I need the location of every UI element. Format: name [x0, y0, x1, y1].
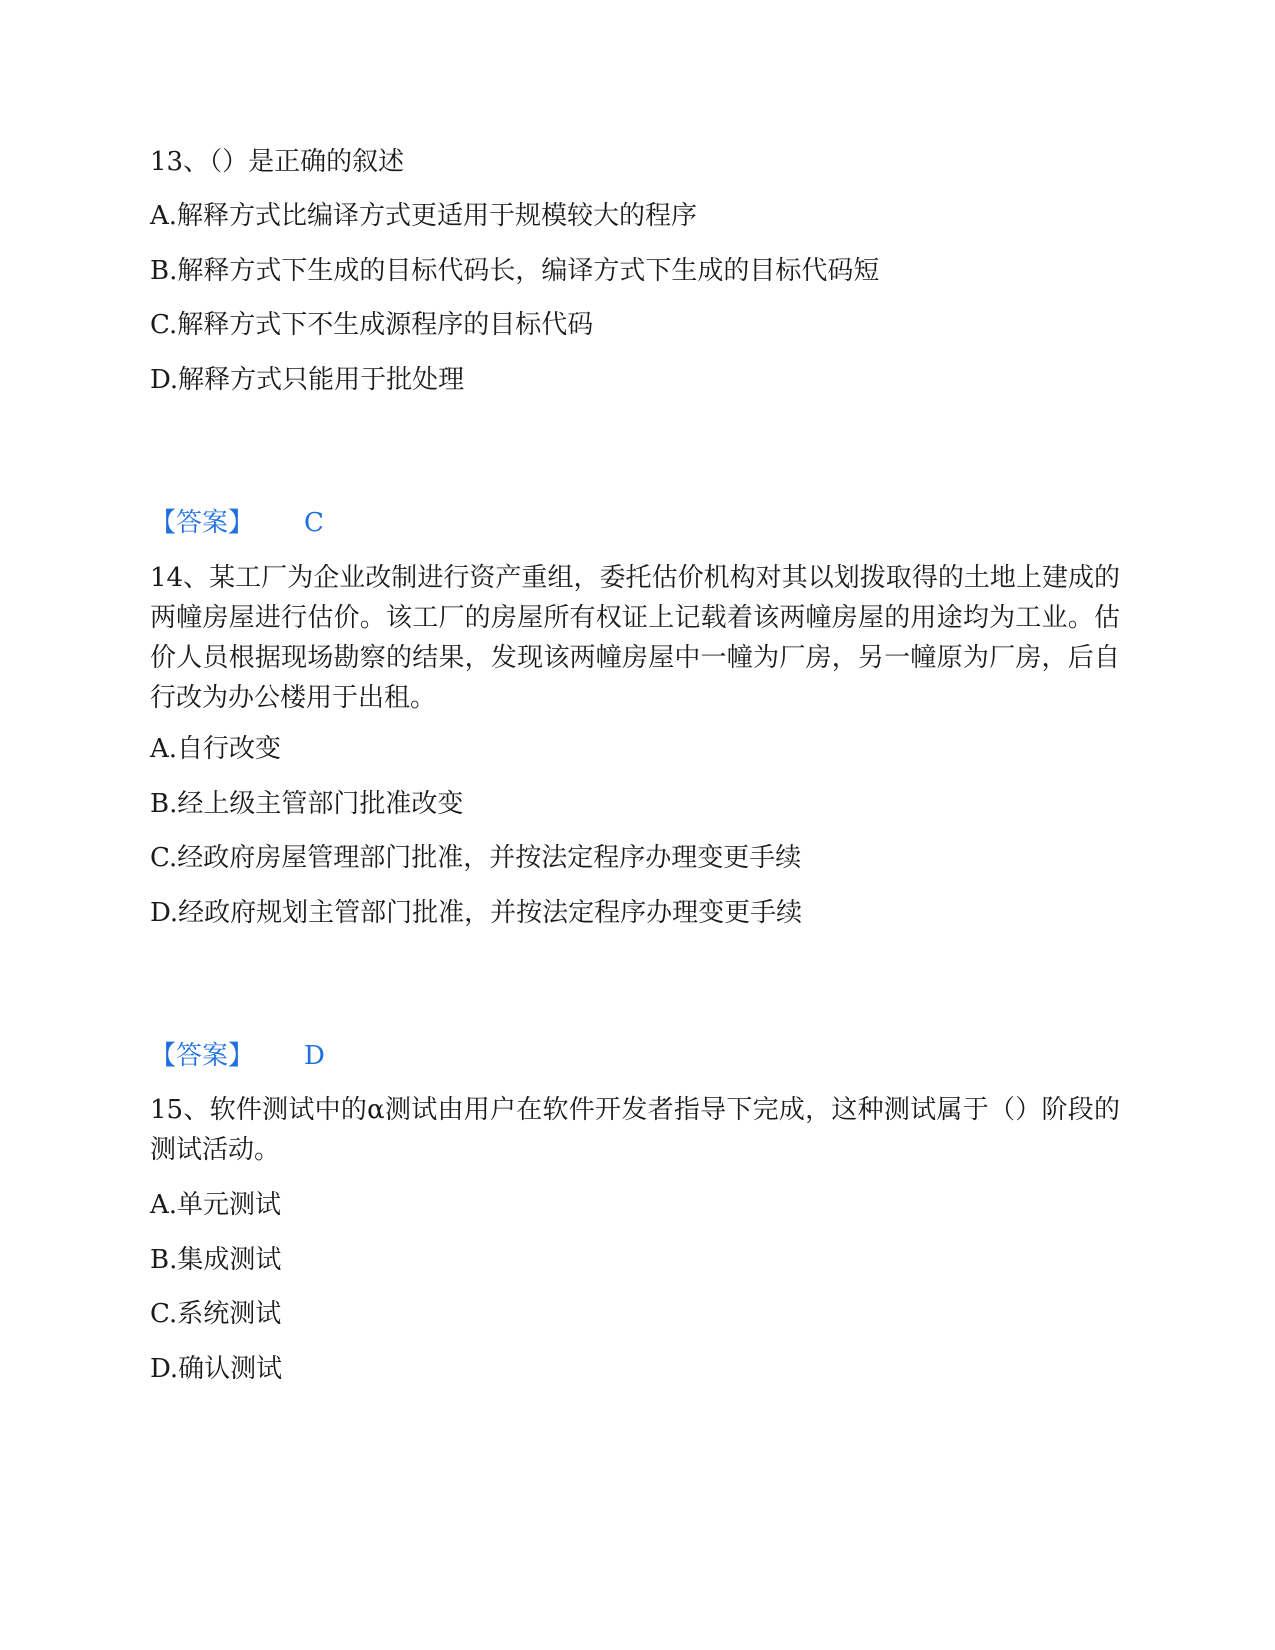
question-13-stem: 13、（）是正确的叙述 [150, 147, 405, 177]
question-15-option-d: D.确认测试 [150, 1354, 283, 1384]
question-15-stem: 15、软件测试中的α测试由用户在软件开发者指导下完成，这种测试属于（）阶段的测试活动。 [150, 1095, 1120, 1165]
answer-value: D [304, 1041, 325, 1071]
question-13-option-d: D.解释方式只能用于批处理 [150, 365, 465, 395]
question-14-option-a: A.自行改变 [150, 734, 282, 764]
question-13-option-a: A.解释方式比编译方式更适用于规模较大的程序 [150, 201, 698, 231]
question-14-stem: 14、某工厂为企业改制进行资产重组，委托估价机构对其以划拨取得的土地上建成的两幢房屋进行估价。该工厂的房屋所有权证上记载着该两幢房屋的用途均为工业。估价人员根据现场勘察的结果，发现该两幢房屋中一幢为厂房，另一幢原为厂房，后自行改为办公楼用于出租。 [150, 563, 1120, 713]
question-14-option-b: B.经上级主管部门批准改变 [150, 789, 464, 819]
question-14-option-c: C.经政府房屋管理部门批准，并按法定程序办理变更手续 [150, 843, 802, 873]
answer-label: 【答案】 [150, 508, 255, 538]
question-15-option-b: B.集成测试 [150, 1245, 282, 1275]
question-14-option-d: D.经政府规划主管部门批准，并按法定程序办理变更手续 [150, 898, 803, 928]
question-13-option-b: B.解释方式下生成的目标代码长，编译方式下生成的目标代码短 [150, 256, 880, 286]
question-13-answer [150, 503, 324, 543]
question-15-option-a: A.单元测试 [150, 1190, 282, 1220]
question-13-option-c: C.解释方式下不生成源程序的目标代码 [150, 310, 594, 340]
answer-value: C [304, 508, 324, 538]
question-15-option-c: C.系统测试 [150, 1299, 282, 1329]
answer-label: 【答案】 [150, 1041, 255, 1071]
question-14-answer [150, 1036, 325, 1076]
